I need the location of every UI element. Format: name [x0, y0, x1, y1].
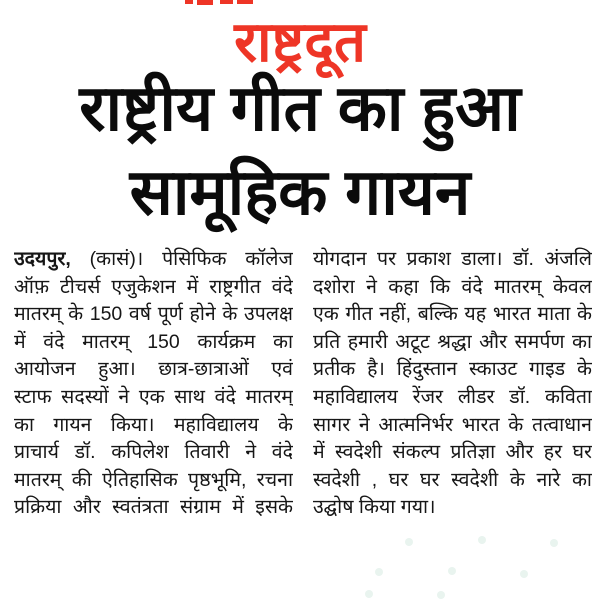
article-line: स्टाफ सदस्यों ने एक साथ वंदे मातरम् [14, 385, 293, 408]
article-line: मातरम् की ऐतिहासिक पृष्ठभूमि, रचना [14, 468, 293, 491]
watermark-dots [360, 528, 600, 600]
article-line: प्रक्रिया और स्वतंत्रता संग्राम में इसके [14, 496, 293, 519]
cropped-text-fragment [185, 0, 193, 4]
article-line: का गायन किया। महाविद्यालय के [14, 413, 293, 436]
watermark-dot [550, 539, 558, 547]
cropped-text-fragment [237, 0, 253, 4]
article-line: आयोजन हुआ। छात्र-छात्राओं एवं [14, 358, 293, 381]
cropped-text-fragment [197, 0, 213, 5]
watermark-dot [448, 567, 456, 575]
article-line: प्राचार्य डॉ. कपिलेश तिवारी ने वंदे [14, 441, 293, 464]
article-line: सागर ने आत्मनिर्भर भारत के तत्वाधान [313, 413, 592, 436]
article-line: में स्वदेशी संकल्प प्रतिज्ञा और हर घर [313, 441, 592, 464]
watermark-dot [375, 568, 383, 576]
watermark-dot [365, 590, 373, 598]
article-body [14, 246, 592, 522]
article-line: महाविद्यालय रेंजर लीडर डॉ. कविता [313, 385, 592, 408]
cropped-text-fragment [220, 0, 233, 4]
masthead-title: राष्ट्रदूत [234, 10, 366, 73]
article-line: ऑफ़ टीचर्स एजुकेशन में राष्ट्रगीत वंदे [14, 275, 293, 298]
headline-line-1: राष्ट्रीय गीत का हुआ [79, 72, 521, 144]
column-left [14, 246, 293, 522]
article-line: उद्घोष किया गया। [313, 496, 436, 519]
article-line: प्रति हमारी अटूट श्रद्धा और समर्पण का [313, 330, 592, 353]
dateline: उदयपुर, [14, 248, 71, 270]
headline-line-2: सामूहिक गायन [129, 156, 471, 228]
article-line: दशोरा ने कहा कि वंदे मातरम् केवल [313, 275, 592, 298]
article-line [14, 246, 293, 274]
article-line: स्वदेशी , घर घर स्वदेशी के नारे का [313, 468, 592, 491]
article-line: मातरम् के 150 वर्ष पूर्ण होने के उपलक्ष [14, 303, 293, 326]
article-line-text: (कासं)। पेसिफिक कॉलेज [70, 248, 293, 270]
watermark-dot [520, 570, 528, 578]
column-right [313, 246, 592, 522]
watermark-dot [405, 538, 413, 546]
headline [0, 66, 600, 234]
watermark-dot [478, 536, 486, 544]
watermark-dot [437, 591, 445, 599]
article-line: प्रतीक है। हिंदुस्तान स्काउट गाइड के [313, 358, 592, 381]
article-line: योगदान पर प्रकाश डाला। डॉ. अंजलि [313, 248, 592, 270]
article-line: एक गीत नहीं, बल्कि यह भारत माता के [313, 303, 592, 326]
article-line: में वंदे मातरम् 150 कार्यक्रम का [14, 330, 293, 353]
